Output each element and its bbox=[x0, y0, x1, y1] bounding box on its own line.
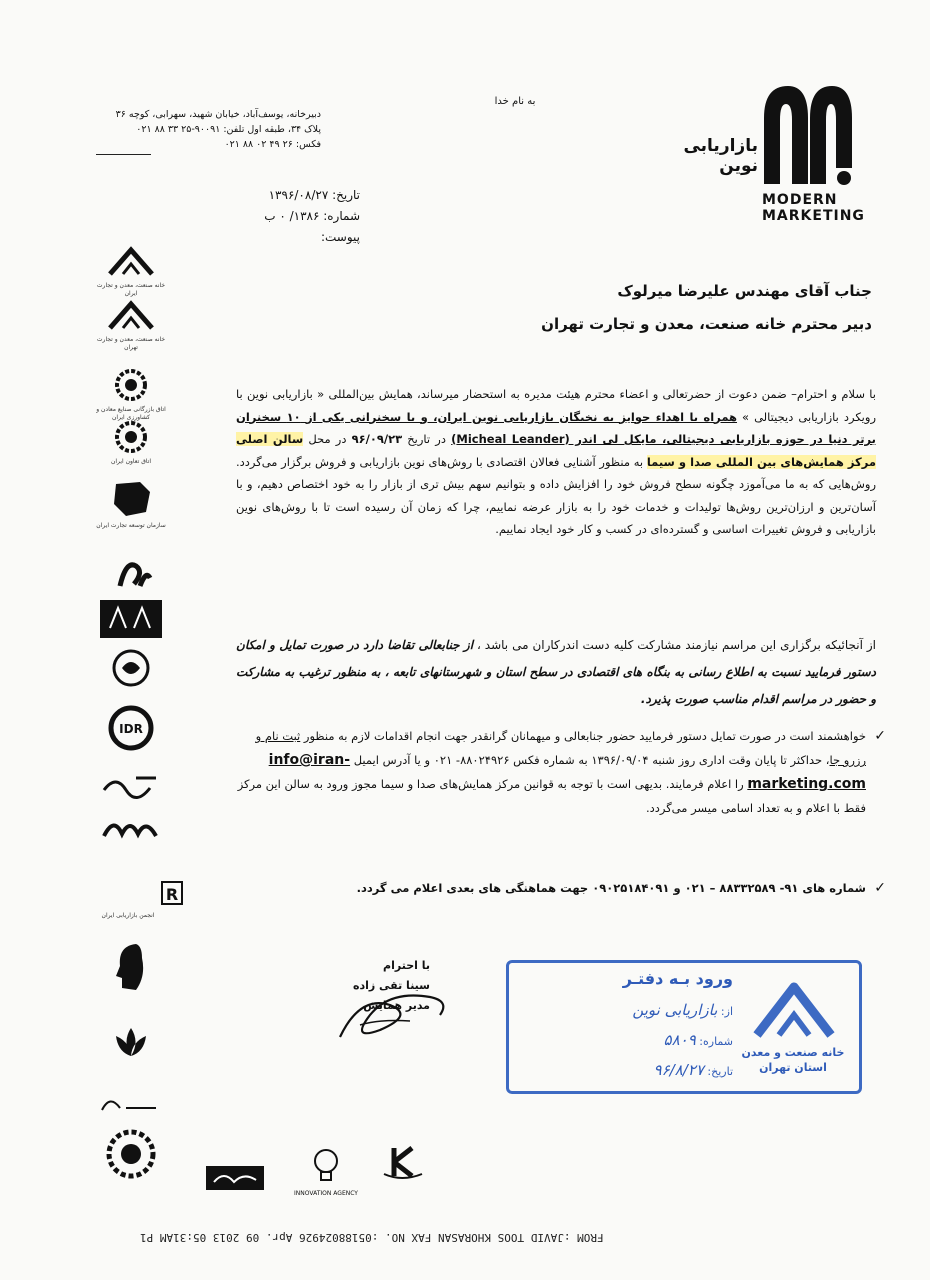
side-logo bbox=[96, 704, 166, 756]
side-logo bbox=[96, 244, 166, 298]
svg-text:R: R bbox=[165, 885, 179, 904]
side-logo-caption: اتاق تعاون ایران bbox=[110, 458, 152, 465]
stamp-date-value: ۹۶/۸/۲۷ bbox=[653, 1061, 704, 1079]
r-logo-icon bbox=[96, 878, 186, 908]
b1-text: ، حداکثر تا پایان وقت اداری روز شنبه ۱۳۹۶/۰۹/۰۴ به شماره فکس ۸۸۰۲۴۹۲۶- ۰۲۱ و یا آدرس ایمیل bbox=[350, 753, 830, 767]
side-logo bbox=[96, 420, 166, 466]
body-paragraph-1 bbox=[236, 383, 876, 541]
p2-request: از جنابعالی تقاضا دارد در صورت تمایل و امکان دستور فرمایید نسبت به اطلاع رسانی به بنگاه های اقتصادی در سطح استان و شهرستانهای تابعه ، به منظور ترغیب به مشارکت و حضور در مراسم اقدام مناسب صورت پذیرد. bbox=[236, 638, 876, 706]
signer-title: مدیر همایش bbox=[363, 999, 430, 1012]
side-logo-caption: سازمان توسعه تجارت ایران bbox=[96, 522, 166, 529]
event-venue: سالن اصلی مرکز همایش‌های بین المللی صدا و سیما bbox=[236, 432, 876, 469]
side-logo bbox=[96, 556, 166, 596]
b2-text: شماره های ۹۱- ۸۸۳۳۲۵۸۹ – ۰۲۱ و ۰۹۰۲۵۱۸۴۰۹۱ جهت هماهنگی های بعدی اعلام می گردد. bbox=[356, 881, 866, 895]
letter-date: تاریخ: ۱۳۹۶/۰۸/۲۷ bbox=[268, 188, 360, 202]
stamp-number-label: شماره: bbox=[699, 1035, 733, 1048]
bottom-logo-caption: INNOVATION AGENCY bbox=[294, 1190, 358, 1197]
p1-text: با سلام و احترام– ضمن دعوت از حضرتعالی و اعضاء محترم هیئت مدیره به استحضار میرساند، همایش بین‌المللی « بازاریابی نوین با رویکرد بازاریابی دیجیتالی » bbox=[236, 387, 876, 424]
gear-emblem-icon bbox=[96, 1128, 166, 1180]
address-divider bbox=[96, 154, 151, 155]
chamber-gear-icon bbox=[96, 420, 166, 454]
stamp-from-label: از: bbox=[720, 1005, 733, 1018]
side-logo-caption: انجمن بازاریابی ایران bbox=[101, 912, 155, 919]
p1-text: در تاریخ bbox=[402, 432, 452, 446]
fax-header bbox=[0, 1228, 930, 1248]
p1-highlight: همراه با اهداء جوایز به نخبگان بازاریابی نوین ایران، و با سخنرانی یکی از ۱۰ سخنران برتر دنیا در حوزه بازاریابی دیجیتالی، مایکل لی اندر (Micheal Leander) bbox=[236, 409, 876, 446]
side-logo bbox=[96, 1088, 166, 1122]
b1-text: را اعلام فرمایند. بدیهی است با توجه به قوانین مرکز همایش‌های صدا و سیما مجوز ورود به سالن این مرکز فقط با اعلام و به تعداد اسامی میسر می‌گردد. bbox=[237, 777, 866, 815]
fax-header-text: FROM :JAVID TOOS KHORASAN FAX NO. :05188024926 Apr. 09 2013 05:31AM P1 bbox=[140, 1231, 604, 1244]
samaneh-logo-icon bbox=[96, 770, 166, 802]
side-logo bbox=[96, 368, 166, 422]
p1-text: در محل bbox=[303, 432, 352, 446]
house-of-industry-icon bbox=[96, 244, 166, 278]
b1-text: خواهشمند است در صورت تمایل دستور فرمایید حضور جنابعالی و میهمانان گرانقدر جهت انجام اقدامات لازم به منظور bbox=[300, 729, 866, 743]
side-logo bbox=[96, 770, 166, 806]
calligraphy-logo-icon bbox=[96, 556, 166, 592]
b1-underlined: ثبت نام و رزرو جا bbox=[255, 729, 866, 767]
iran-map-icon bbox=[96, 478, 166, 518]
stamp-number-row bbox=[664, 1031, 733, 1049]
address-line: پلاک ۳۴، طبقه اول تلفن: ۹۰۰۹۱-۲۵ ۳۳ ۸۸ ۰۲۱ bbox=[136, 124, 321, 135]
brand-script-icon bbox=[96, 812, 166, 846]
stamp-org-line2: استان تهران bbox=[759, 1061, 827, 1074]
letter-number: شماره: ۱۳۸۶/ ۰ ب bbox=[264, 209, 360, 223]
side-logo bbox=[96, 598, 166, 644]
svg-text:IDR: IDR bbox=[119, 722, 143, 736]
small-logo-icon bbox=[96, 1088, 166, 1118]
house-of-industry-icon bbox=[749, 977, 839, 1043]
address-block bbox=[96, 107, 321, 155]
brand-en-line2: MARKETING bbox=[762, 208, 865, 224]
modern-marketing-logo-icon bbox=[758, 78, 854, 186]
bullet-contact bbox=[236, 876, 886, 900]
address-line: دبیرخانه، یوسف‌آباد، خیابان شهید، سهرابی، کوچه ۳۶ bbox=[115, 109, 321, 120]
k-emblem-icon bbox=[366, 1142, 442, 1182]
letter-meta bbox=[230, 185, 360, 248]
stamp-title: ورود بـه دفتـر bbox=[622, 969, 733, 988]
stamp-org bbox=[739, 1045, 847, 1075]
signer-name: سینا تقی زاده bbox=[352, 979, 430, 992]
house-of-industry-icon bbox=[96, 298, 166, 332]
bottom-logo bbox=[286, 1146, 366, 1197]
bottom-logo bbox=[366, 1142, 442, 1186]
idro-emblem-icon bbox=[96, 704, 166, 752]
chamber-gear-icon bbox=[96, 368, 166, 402]
entry-stamp bbox=[506, 960, 862, 1094]
dark-banner-icon bbox=[96, 598, 166, 640]
side-logo-caption: خانه صنعت، معدن و تجارت ایران bbox=[96, 282, 166, 297]
lotus-icon bbox=[96, 1022, 166, 1068]
side-logo bbox=[96, 478, 166, 530]
side-logo bbox=[96, 1128, 166, 1184]
head-profile-icon bbox=[96, 936, 166, 998]
basmala: به نام خدا bbox=[494, 96, 536, 107]
stamp-org-line1: خانه صنعت و معدن bbox=[741, 1046, 845, 1059]
side-logo bbox=[96, 1022, 166, 1072]
event-date: ۹۶/۰۹/۲۳ bbox=[351, 432, 403, 446]
black-badge-icon bbox=[204, 1160, 266, 1194]
email-link[interactable]: info@iran-marketing.com bbox=[268, 752, 866, 792]
side-logo-caption: اتاق بازرگانی صنایع معادن و کشاورزی ایران bbox=[96, 406, 166, 421]
stamp-from-row bbox=[632, 1001, 733, 1019]
address-line: فکس: ۲۶ ۴۹ ۰۲ ۸۸ ۰۲۱ bbox=[224, 139, 321, 150]
closing-regards: با احترام bbox=[383, 959, 430, 972]
bottom-logo bbox=[204, 1160, 266, 1198]
p2-text: از آنجائیکه برگزاری این مراسم نیازمند مشارکت کلیه دست اندرکاران می باشد ، bbox=[473, 638, 876, 652]
side-logo bbox=[96, 812, 166, 850]
side-logo bbox=[96, 936, 166, 1002]
recipient-name: جناب آقای مهندس علیرضا میرلوک bbox=[617, 282, 872, 300]
recipient-title: دبیر محترم خانه صنعت، معدن و تجارت تهران bbox=[541, 315, 872, 333]
brand-name-en bbox=[762, 192, 865, 224]
stamp-date-label: تاریخ: bbox=[707, 1065, 733, 1078]
side-logo bbox=[96, 648, 166, 692]
brand-name-fa bbox=[682, 136, 758, 176]
signature-icon bbox=[320, 975, 460, 1045]
circle-emblem-icon bbox=[96, 648, 166, 688]
side-logo bbox=[96, 298, 166, 352]
stamp-from-value: بازاریابی نوین bbox=[632, 1001, 718, 1019]
lightbulb-icon bbox=[286, 1146, 366, 1186]
body-paragraph-2 bbox=[236, 632, 876, 713]
brand-fa-line1: بازاریابی bbox=[683, 136, 758, 156]
check-icon: ✓ bbox=[874, 728, 886, 744]
letter-attachment: پیوست: bbox=[320, 230, 360, 244]
check-icon: ✓ bbox=[874, 880, 886, 896]
brand-en-line1: MODERN bbox=[762, 192, 838, 208]
brand-fa-line2: نوین bbox=[719, 156, 758, 176]
side-logo-caption: خانه صنعت، معدن و تجارت تهران bbox=[96, 336, 166, 351]
side-logo bbox=[96, 878, 186, 920]
bullet-registration bbox=[236, 724, 886, 820]
stamp-date-row bbox=[654, 1061, 733, 1079]
stamp-number-value: ۵۸۰۹ bbox=[663, 1031, 696, 1049]
p1-text: به منظور آشنایی فعالان اقتصادی با روش‌های نوین بازاریابی و فروش برگزار می‌گردد. روش‌هایی که به ما می‌آموزد چگونه سطح فروش خود را افزایش داده و بتوانیم سهم بیش تری از بازار را به خود اختصاص دهیم، و با آسان‌ترین و ارزان‌ترین روش‌ها تولیدات و خدمات خود را به بازار عرضه نماییم، چرا که زمان آن رسیده است تا با روش‌های نوین بازاریابی و فروش تغییرات اساسی و گسترده‌ای در کسب و کار خود ایجاد نماییم. bbox=[236, 454, 876, 536]
